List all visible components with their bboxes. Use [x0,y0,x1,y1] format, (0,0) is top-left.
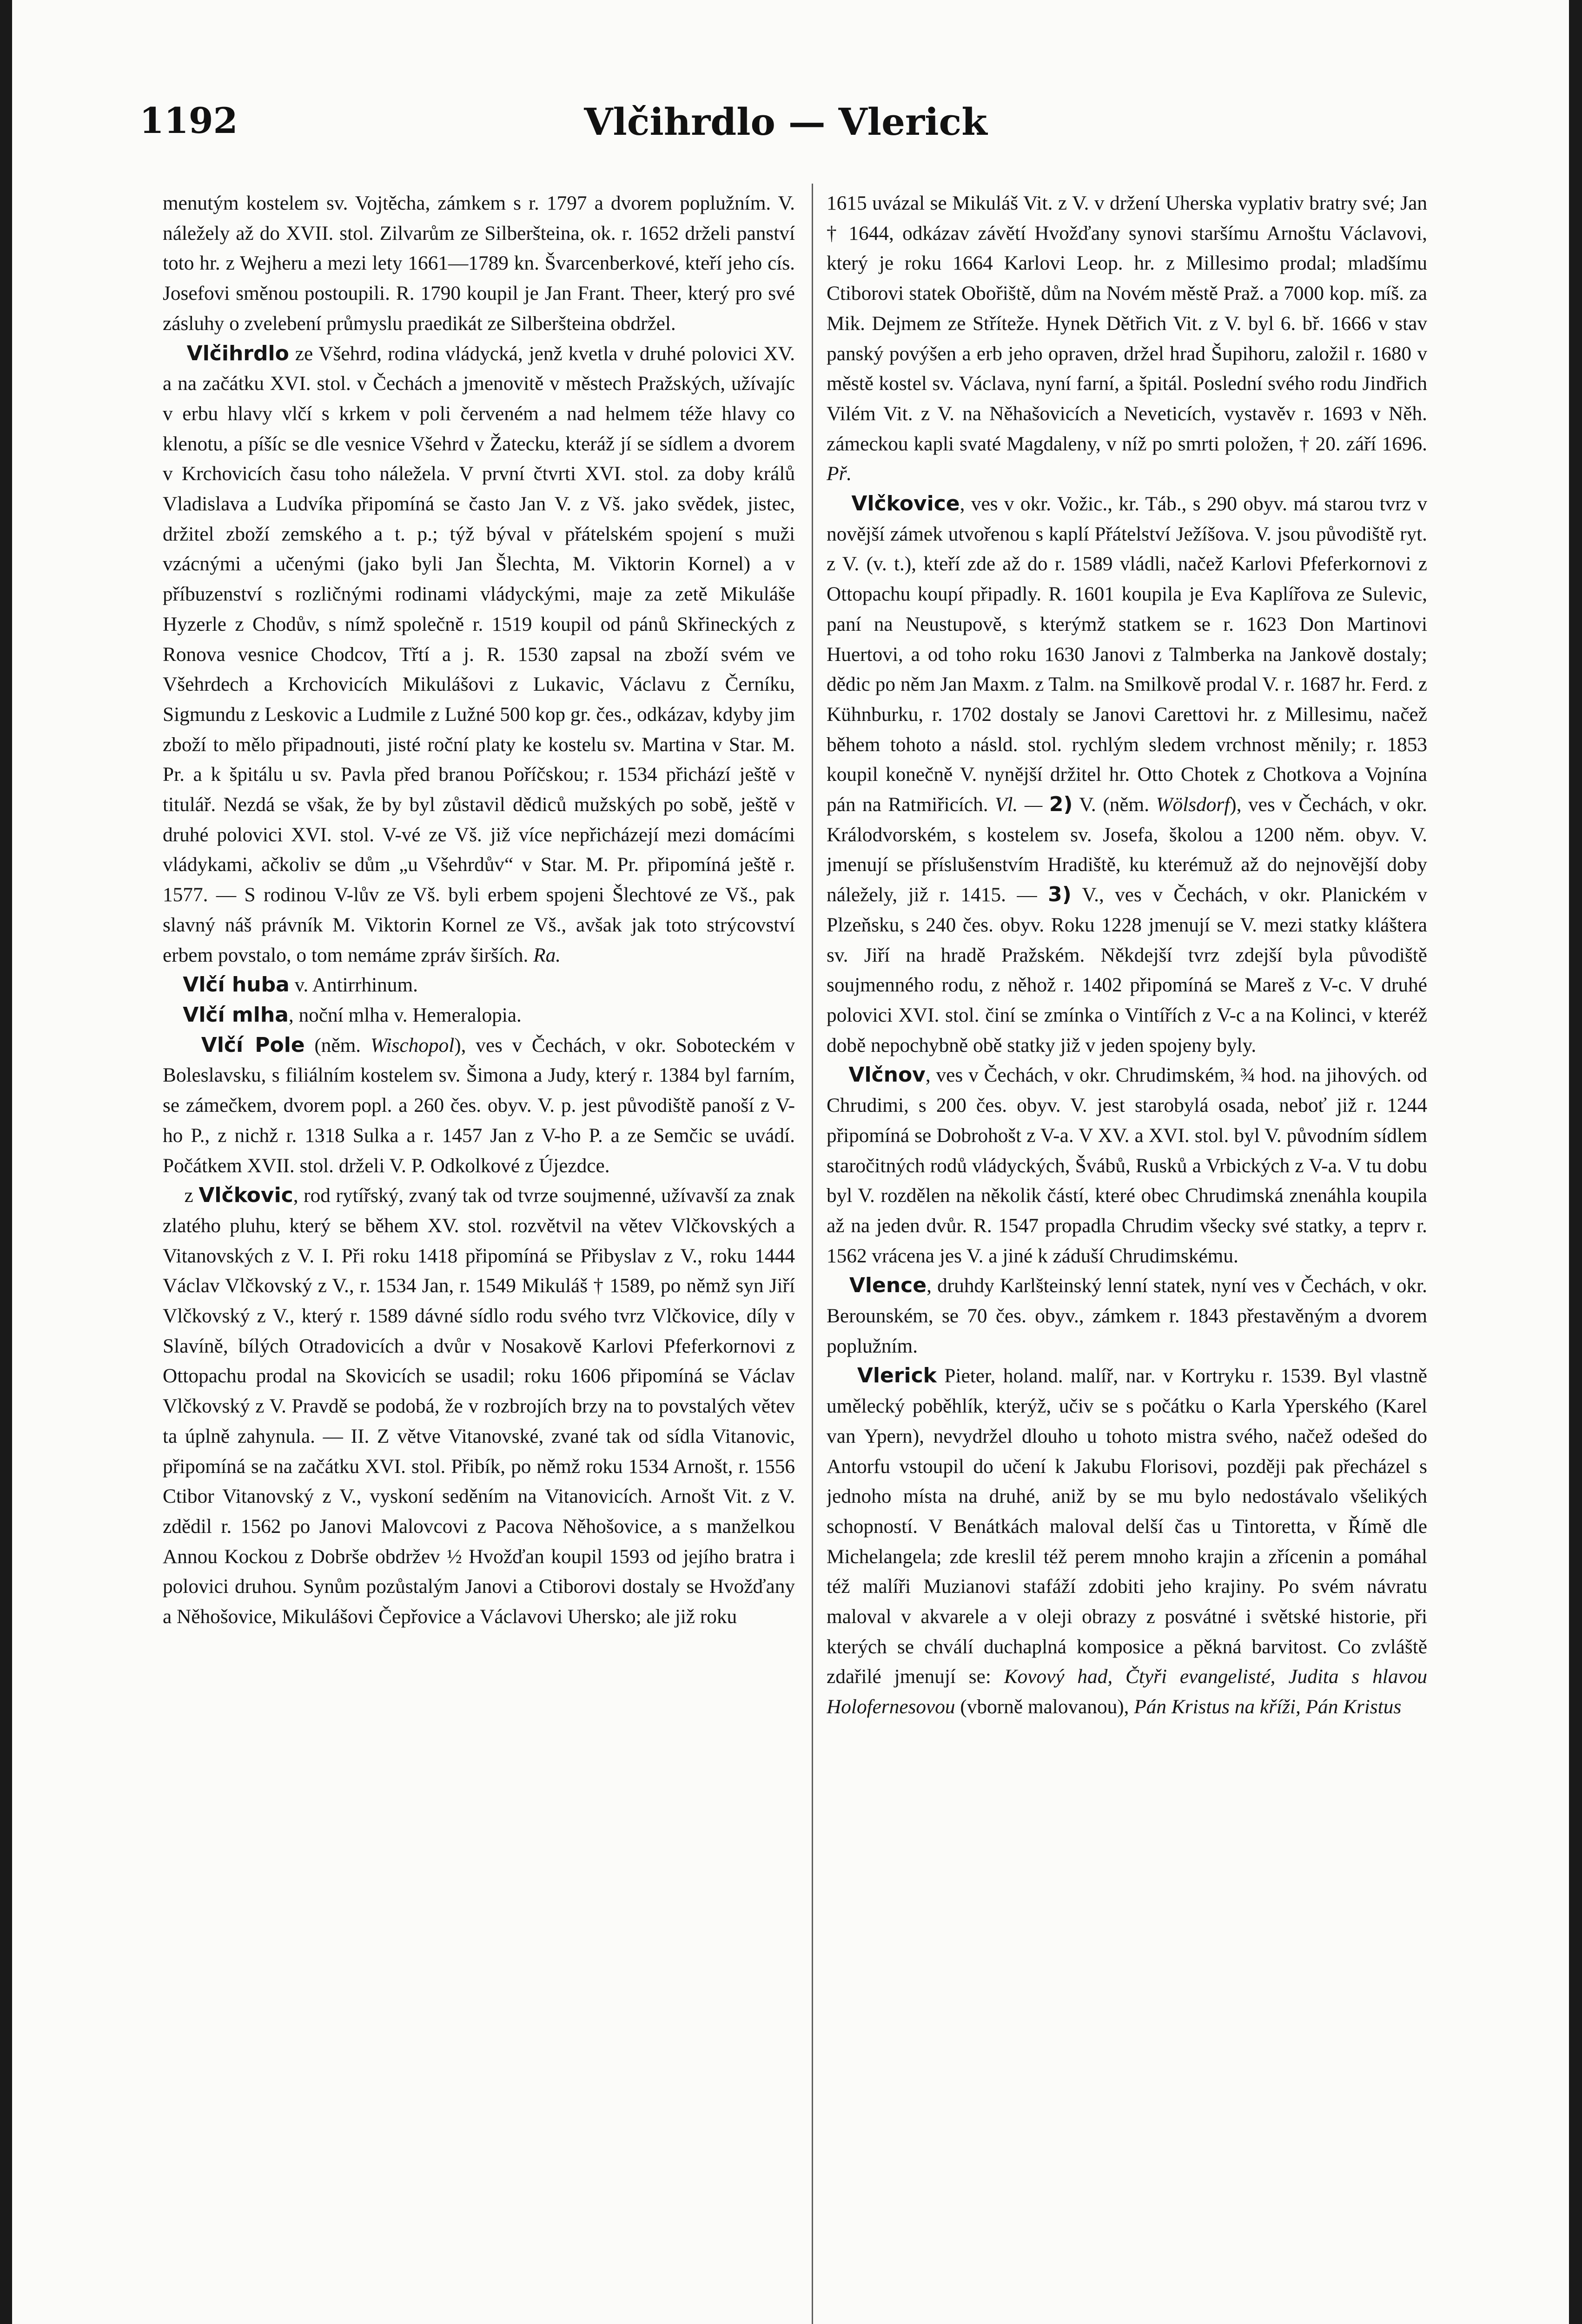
entry-vlci-mlha [163,1000,795,1030]
entry-vlckovice [827,489,1427,1060]
headword: Vlence [849,1274,927,1298]
signature: Vl. — [995,793,1043,816]
entry-vlci-huba [163,970,795,1000]
entry-text: ), ves v Čechách, v okr. Králodvorském, s kostelem sv. Josefa, školou a 1200 něm. obyv. V. jmenují se příslušenstvím Hradiště, ku kterémuž až do nejnovější doby náležely, již r. 1415. — [827,793,1427,906]
headword: Vlčihrdlo [186,341,289,365]
entry-vlcihrdlo [163,339,795,971]
entry-text: (něm. [304,1034,371,1056]
headword: Vlerick [857,1364,937,1388]
entry-text: 1615 uvázal se Mikuláš Vit. z V. v držení Uherska vyplativ bratry své; Jan † 1644, odkázav závětí Hvožďany synovi staršímu Arnoštu Václavovi, který je roku 1664 Karlovi Leop. hr. z Millesimo prodal; mladšímu Ctiborovi statek Obořiště, dům na Novém městě Praž. a 7000 kop. míš. za Mik. Dejmem ze Stříteže. Hynek Dětřich Vit. z V. byl 6. bř. 1666 v stav panský povýšen a erb jeho opraven, držel hrad Šupihoru, založil r. 1680 v městě kostel sv. Václava, nyní farní, a špitál. Poslední svého rodu Jindřich Vilém Vit. z V. na Něhašovicích a Neveticích, vystavěv r. 1693 v Něh. zámeckou kapli svaté Magdaleny, v níž po smrti položen, † 20. září 1696. [827,192,1427,455]
entry-text: , ves v okr. Vožic., kr. Táb., s 290 obyv. má starou tvrz v novější zámek utvořenou s kaplí Přátelství Ježíšova. V. jsou původiště ryt. z V. (v. t.), kteří zde až do r. 1589 vládli, načež Karlovi Pfeferkornovi z Ottopachu koupí připadly. R. 1601 koupila je Eva Kaplířova ze Sulevic, paní na Neustupově, s kterýmž statkem se r. 1623 Don Martinovi Huertovi, a od toho roku 1630 Janovi z Talmberka na Jankově dostaly; dědic po něm Jan Maxm. z Talm. na Smilkově prodal V. r. 1687 hr. Ferd. z Kühnburku, r. 1702 dostaly se Janovi Carettovi hr. z Millesimu, načež během tohoto a násld. stol. rychlým sledem vrchnost měnily; r. 1853 koupil konečně V. nynější držitel hr. Otto Chotek z Chotkova a Vojnína pán na Ratmiřicích. [827,493,1427,816]
headword: Vlčí huba [183,973,290,997]
headword: Vlčnov [848,1063,926,1087]
entry-text: (vborně malovanou), [955,1696,1134,1718]
entry-italic: Wischopol [370,1034,455,1056]
entry-text: v. Antirrhinum. [289,974,418,997]
entry-italic: Kovový had, Čtyři evangelisté, Judita s hlavou Holofernesovou [827,1665,1427,1718]
sense-number: 2) [1049,792,1073,817]
headword: Vlčí mlha [183,1003,289,1027]
sense-number: 3) [1048,883,1072,907]
paragraph-continuation [827,188,1427,489]
entry-text: Pieter, holand. malíř, nar. v Kortryku r. 1539. Byl vlastně umělecký poběhlík, kterýž, učiv se s počátku o Karla Yperského (Karel van Ypern), nevydržel dlouho u tohoto mistra svého, načež odešed do Antorfu vstoupil do učení k Jakubu Florisovi, později pak přecházel s jednoho místa na druhé, aniž by se mu bylo nedostávalo všelikých schopností. V Benátkách maloval delší čas u Tintoretta, v Římě dle Michelangela; zde kreslil též perem mnoho krajin a zřícenin a pomáhal též malíři Muzianovi stafáží zdobiti jeho krajiny. Po svém návratu maloval v akvarele a v oleji obrazy z posvátné i světské historie, při kterých se chválí duchaplná komposice a pěkná barvitost. Co zvláště zdařilé jmenují se: [827,1365,1427,1688]
entry-prefix: z [184,1184,199,1207]
entry-text: ze Všehrd, rodina vládycká, jenž kvetla v druhé polovici XV. a na začátku XVI. stol. v Čechách a jmenovitě v městech Pražských, užívajíc v erbu hlavy vlčí s krkem v poli červeném a nad helmem téže hlavy co klenotu, a píšíc se dle vesnice Všehrd v Žatecku, kteráž jí se sídlem a dvorem v Krchovicích času toho náležela. V první čtvrti XVI. stol. za doby králů Vladislava a Ludvíka připomíná se často Jan V. z Vš. jako svědek, jistec, držitel zboží zemského a t. p.; týž býval v přátelském spojení s muži vzácnými a učenými (jako byli Jan Šlechta, M. Viktorin Kornel) a v příbuzenství s rozličnými rodinami vládyckými, maje za zetě Mikuláše Hyzerle z Chodův, s nímž společně r. 1519 koupil od pánů Skřineckých z Ronova vesnice Chodcov, Třtí a j. R. 1530 zapsal na zboží svém ve Všehrdech a Krchovicích Mikulášovi z Lukavic, Václavu z Černíku, Sigmundu z Leskovic a Ludmile z Lužné 500 kop gr. čes., odkázav, kdyby jim zboží to mělo připadnouti, jisté roční platy ke kostelu sv. Martina v Star. M. Pr. a k špitálu u sv. Pavla před branou Poříčskou; r. 1534 přichází ještě v titulář. Nezdá se však, že by byl zůstavil dědiců mužských po sobě, ještě v druhé polovici XVI. stol. V-vé ze Vš. již více nepřicházejí mezi domácími vládykami, ačkoliv se dům „u Všehrdův“ v Star. M. Pr. připomíná ještě r. 1577. — S rodinou V-lův ze Vš. byli erbem spojeni Šlechtové ze Vš., pak slavný náš právník M. Viktorin Kornel ze Vš., avšak jak toto strýcovství erbem povstalo, o tom nemáme zpráv širších. [163,342,795,966]
entry-text: , druhdy Karlšteinský lenní statek, nyní ves v Čechách, v okr. Berounském, se 70 čes. obyv., zámkem r. 1843 přestavěným a dvorem poplužním. [827,1274,1427,1357]
entry-text: , rod rytířský, zvaný tak od tvrze soujmenné, užívavší za znak zlatého pluhu, který se během XV. stol. rozvětvil na větev Vlčkovských a Vitanovských z V. I. Při roku 1418 připomíná se Přibyslav z V., roku 1444 Václav Vlčkovský z V., r. 1534 Jan, r. 1549 Mikuláš † 1589, po němž syn Jiří Vlčkovský z V., který r. 1589 dávné sídlo rodu svého tvrz Vlčkovice, díly v Slavíně, bílých Otradovicích a dvůr v Nosakově Karlovi Pfeferkornovi z Ottopachu prodal na Skovicích se usadil; roku 1606 připomíná se Václav Vlčkovský z V. Pravdě se podobá, že v rozbrojích brzy na to povstalých větev ta úplně zahynula. — II. Z větve Vitanovské, zvané tak od sídla Vitanovic, připomíná se na začátku XVI. stol. Přibík, po němž roku 1534 Arnošt, r. 1556 Ctibor Vitanovský z V., vyskoní seděním na Vitanovicích. Arnošt Vit. z V. zdědil r. 1562 po Janovi Malovcovi z Pacova Něhošovice, a s manželkou Annou Kockou z Dobrše obdržev ½ Hvožďan koupil 1593 od jejího bratra i polovici druhou. Synům pozůstalým Janovi a Ctiborovi dostaly se Hvožďany a Něhošovice, Mikulášovi Čepřovice a Václavovi Uhersko; ale již roku [163,1184,795,1628]
scan-edge-left [0,0,12,2324]
entry-text: , ves v Čechách, v okr. Chrudimském, ¾ hod. na jihových. od Chrudimi, s 200 čes. obyv. V. jest starobylá osada, neboť již r. 1244 připomíná se Dobrohošt z V-a. V XV. a XVI. stol. byl V. původním sídlem staročitných rodů vládyckých, Švábů, Rusků a Vrbických z V-a. V tu dobu byl V. rozdělen na několik částí, které obec Chrudimská znenáhla koupila až na jeden dvůr. R. 1547 propadla Chrudim všecky své statky, a teprv r. 1562 vrácena jes V. a jiné k záduší Chrudimskému. [827,1064,1427,1267]
signature: Ra. [533,944,561,966]
headword: Vlčí Pole [201,1033,305,1057]
running-head: Vlčihrdlo — Vlerick [584,100,987,144]
entry-vlcnov [827,1060,1427,1271]
entry-italic: Wölsdorf [1156,793,1230,816]
entry-vlerick [827,1361,1427,1722]
right-column [827,188,1427,2324]
entry-text: V., ves v Čechách, v okr. Planickém v Plzeňsku, s 240 čes. obyv. Roku 1228 jmenují se V. mezi statky kláštera sv. Jiří na hradě Pražském. Někdejší tvrz zdejší byla původiště soujmenného rodu, z něhož r. 1402 připomíná se Mareš z V-c. V druhé polovici XVI. stol. činí se zmínka o Vintířích z V-c a na Kolinci, v kteréž době nepochybně obě statky již v jeden spojeny byly. [827,884,1427,1056]
entry-text: V. (něm. [1072,793,1156,816]
headword: Vlčkovice [851,492,960,516]
entry-z-vlckovic [163,1181,795,1632]
scan-edge-right [1569,0,1582,2324]
headword: Vlčkovic [199,1183,293,1208]
column-divider [812,184,813,2324]
left-column [163,188,795,2324]
entry-vlci-pole [163,1030,795,1181]
page-number: 1192 [139,100,238,141]
entry-italic: Pán Kristus na kříži, Pán Kristus [1134,1696,1402,1718]
entry-text: , noční mlha v. Hemeralopia. [288,1004,522,1026]
entry-vlence [827,1271,1427,1361]
signature: Př. [827,462,852,485]
entry-text: ), ves v Čechách, v okr. Soboteckém v Boleslavsku, s filiálním kostelem sv. Šimona a Judy, který r. 1384 byl farním, se zámečkem, dvorem popl. a 260 čes. obyv. V. p. jest původiště panoší z V-ho P., z nichž r. 1318 Sulka a r. 1457 Jan z V-ho P. a ze Semčic se uvádí. Počátkem XVII. stol. drželi V. P. Odkolkové z Újezdce. [163,1034,795,1177]
paragraph-continuation: menutým kostelem sv. Vojtěcha, zámkem s r. 1797 a dvorem poplužním. V. náležely až do XVII. stol. Zilvarům ze Silberšteina, ok. r. 1652 drželi panství toto hr. z Wejheru a mezi lety 1661—1789 kn. Švarcenberkové, kteří jeho cís. Josefovi směnou postoupili. R. 1790 koupil je Jan Frant. Theer, který pro své zásluhy o zvelebení průmyslu praedikát ze Silberšteina obdržel. [163,192,795,335]
page-header [139,100,1432,151]
